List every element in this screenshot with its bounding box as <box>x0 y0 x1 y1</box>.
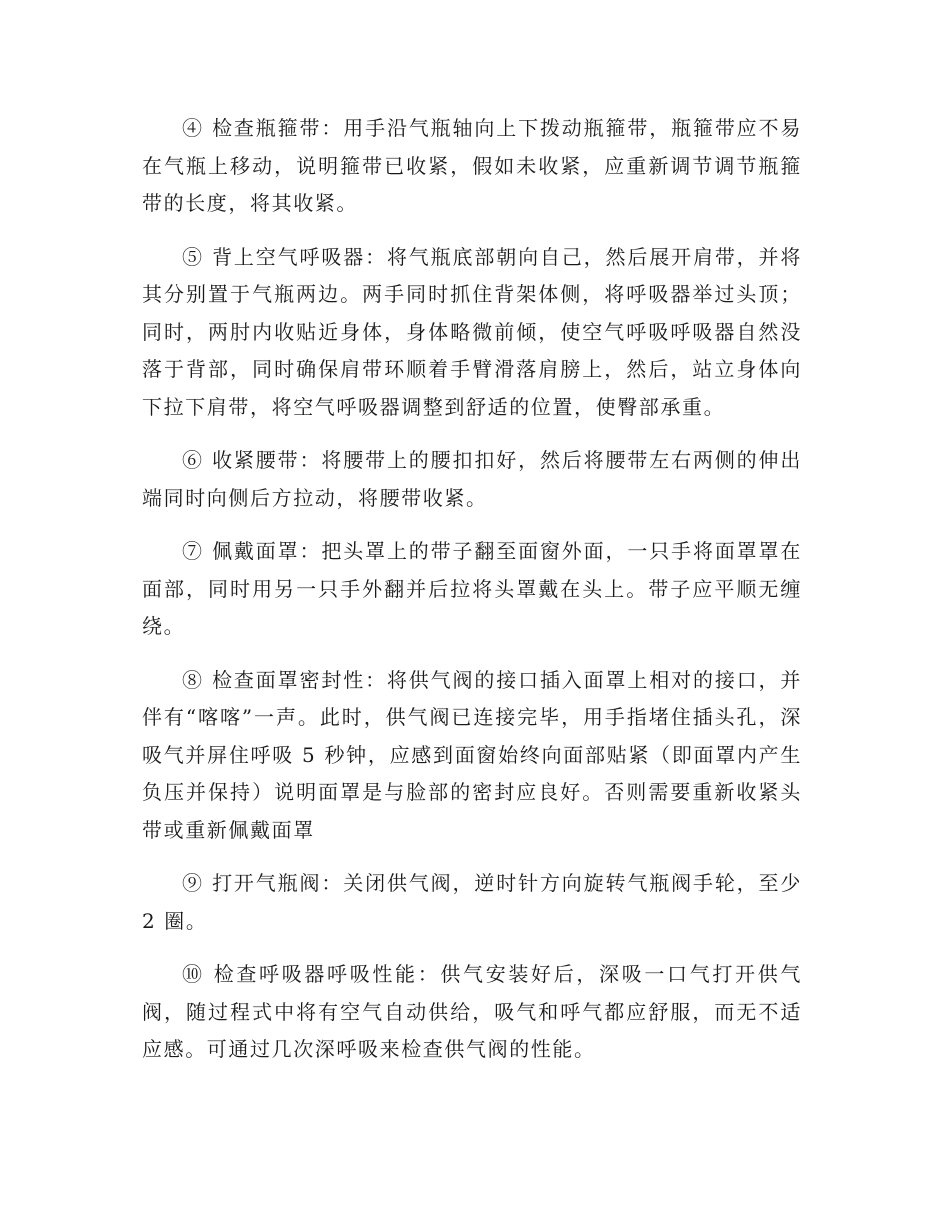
paragraph-tighten-waist-belt: ⑥ 收紧腰带：将腰带上的腰扣扣好，然后将腰带左右两侧的伸出端同时向侧后方拉动，将腰带收紧。 <box>142 448 802 510</box>
paragraph-wear-face-mask: ⑦ 佩戴面罩：把头罩上的带子翻至面窗外面，一只手将面罩罩在面部，同时用另一只手外翻并后拉将头罩戴在头上。带子应平顺无缠绕。 <box>142 539 802 638</box>
paragraph-don-breathing-apparatus: ⑤ 背上空气呼吸器：将气瓶底部朝向自己，然后展开肩带，并将其分别置于气瓶两边。两手同时抓住背架体侧，将呼吸器举过头顶；同时，两肘内收贴近身体，身体略微前倾，使空气呼吸呼吸器自然没落于背部，同时确保肩带环顺着手臂滑落肩膀上，然后，站立身体向下拉下肩带，将空气呼吸器调整到舒适的位置，使臀部承重。 <box>142 244 802 419</box>
paragraph-check-breathing-performance: ⑩ 检查呼吸器呼吸性能：供气安装好后，深吸一口气打开供气阀，随过程式中将有空气自动供给，吸气和呼气都应舒服，而无不适应感。可通过几次深呼吸来检查供气阀的性能。 <box>142 962 802 1061</box>
paragraph-check-mask-seal: ⑧ 检查面罩密封性：将供气阀的接口插入面罩上相对的接口，并伴有“喀喀”一声。此时，供气阀已连接完毕，用手指堵住插头孔，深吸气并屏住呼吸 5 秒钟，应感到面窗始终向面部贴紧（即面罩内产生负压并保持）说明面罩是与脸部的密封应良好。否则需要重新收紧头带或重新佩戴面罩 <box>142 667 802 842</box>
paragraph-check-cylinder-strap: ④ 检查瓶箍带：用手沿气瓶轴向上下拨动瓶箍带，瓶箍带应不易在气瓶上移动，说明箍带已收紧，假如未收紧，应重新调节调节瓶箍带的长度，将其收紧。 <box>142 116 802 215</box>
paragraph-open-cylinder-valve: ⑨ 打开气瓶阀：关闭供气阀，逆时针方向旋转气瓶阀手轮，至少 2 圈。 <box>142 871 802 933</box>
document-body <box>142 110 802 1085</box>
